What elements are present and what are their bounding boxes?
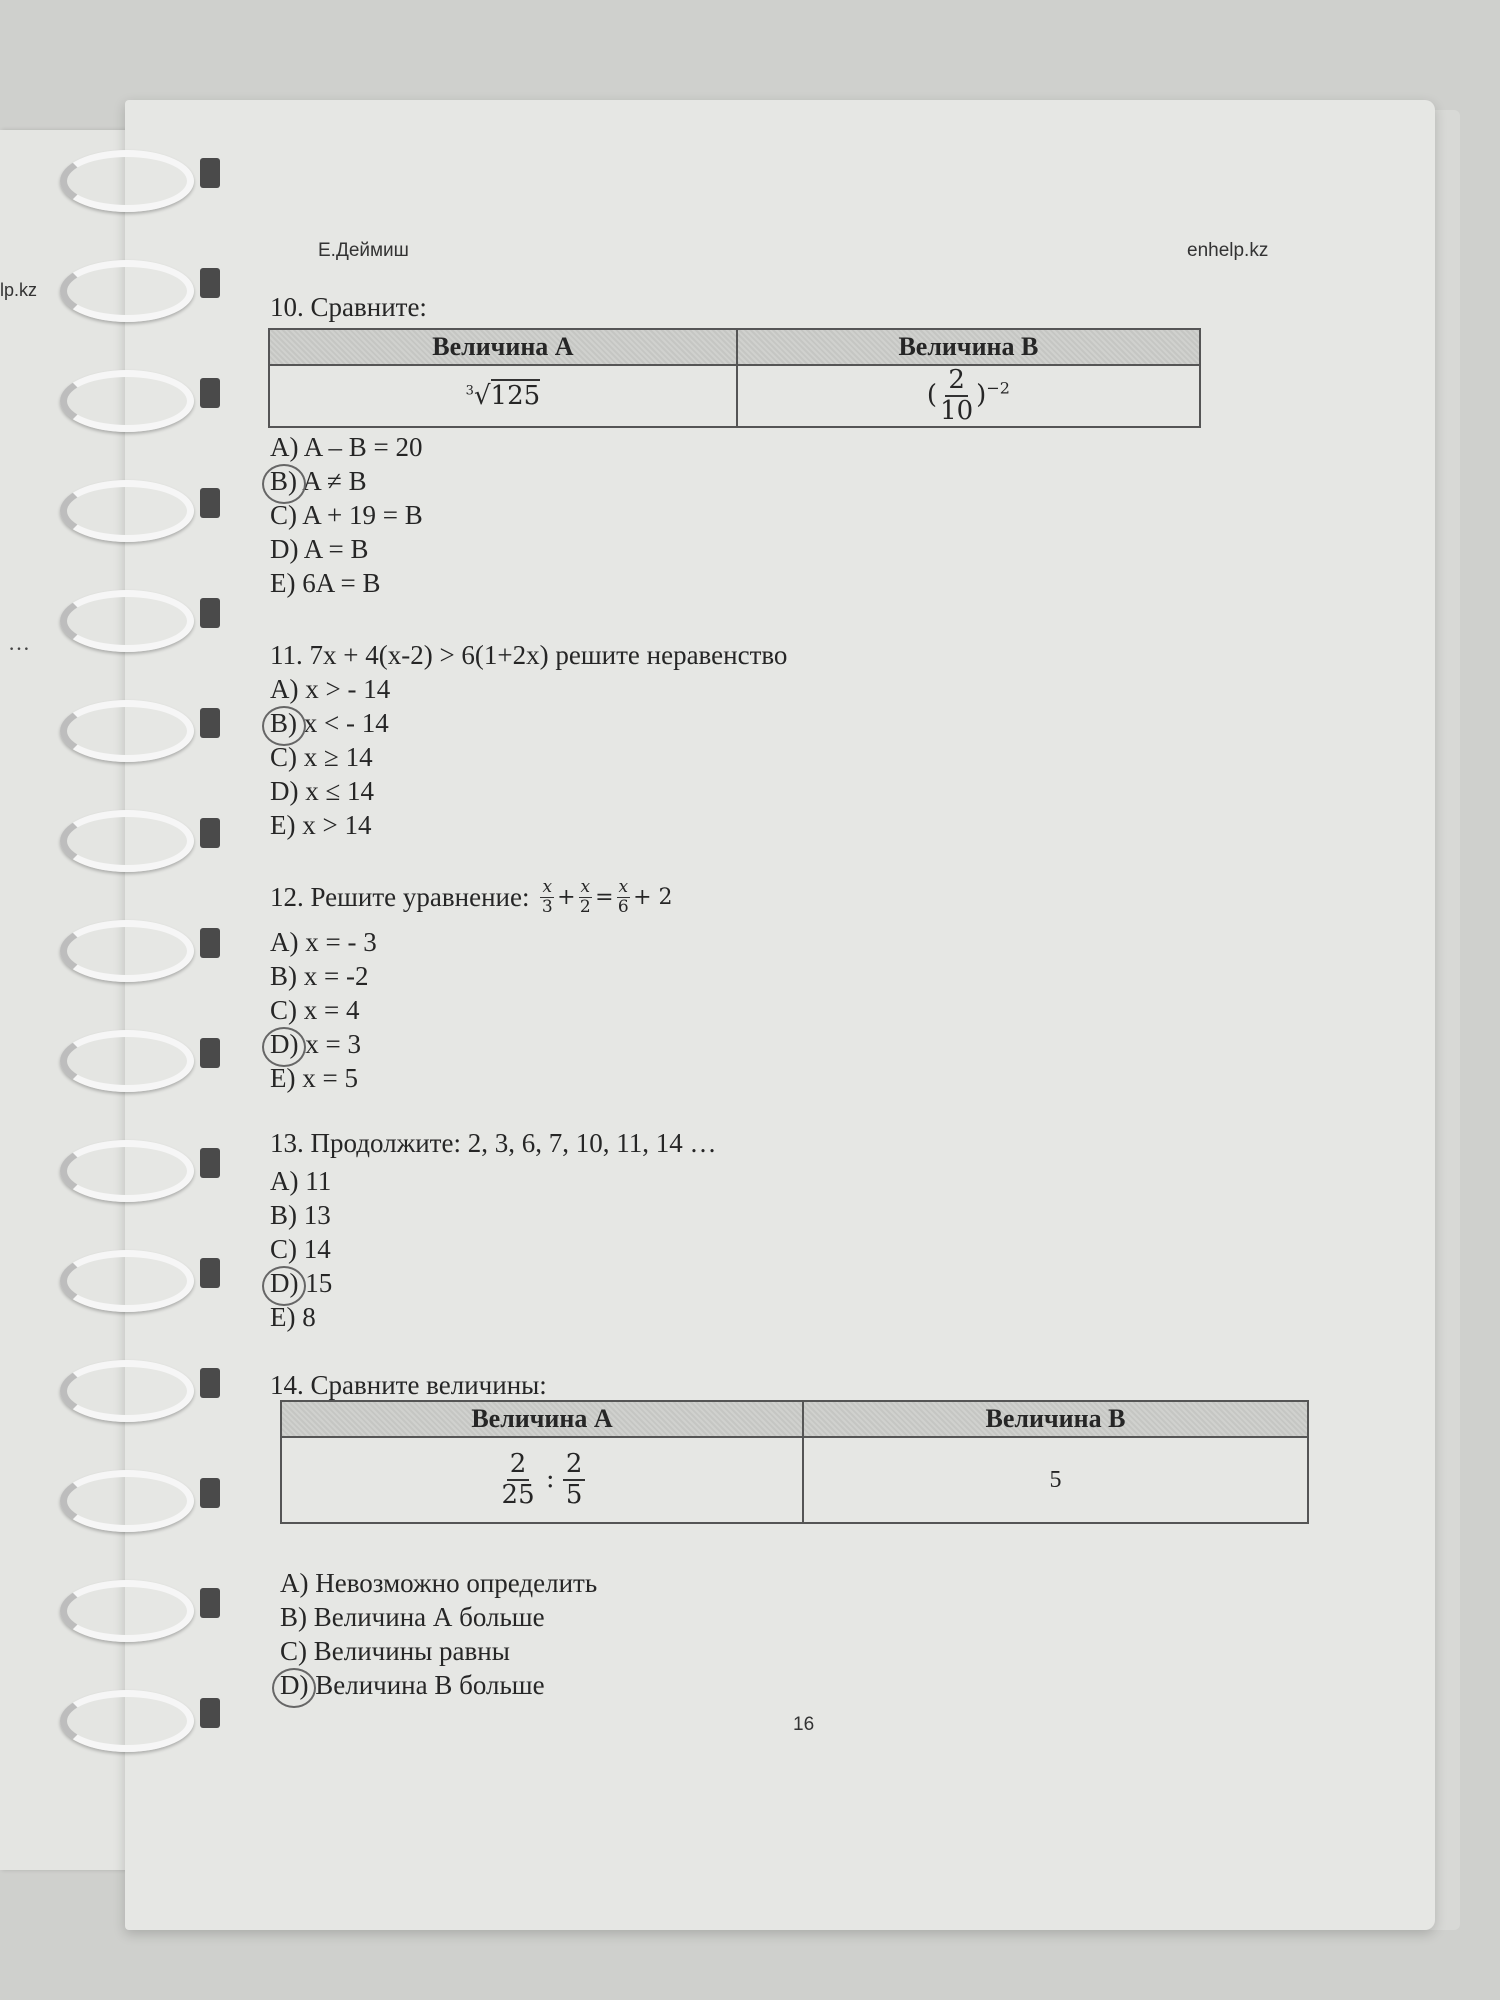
division-operator: : <box>545 1464 555 1494</box>
binding-hole <box>200 378 220 408</box>
answer-option: C) x = 4 <box>270 995 360 1025</box>
answer-option-circled: B) A ≠ B <box>270 464 423 498</box>
value-a-cell <box>281 1437 803 1523</box>
equation <box>537 878 672 916</box>
binding-hole <box>200 598 220 628</box>
eq-denominator: 6 <box>617 896 629 917</box>
question-13-title: 13. Продолжите: 2, 3, 6, 7, 10, 11, 14 … <box>270 1128 717 1158</box>
binding-coil <box>60 1470 194 1532</box>
binding-hole <box>200 1478 220 1508</box>
binding-coil <box>60 1580 194 1642</box>
column-header-b: Величина В <box>737 329 1200 365</box>
column-header-a: Величина А <box>269 329 737 365</box>
paren-open: ( <box>926 380 938 410</box>
question-10-options <box>270 430 423 600</box>
root-index: 3 <box>465 383 474 399</box>
value-a-cell <box>269 365 737 427</box>
answer-option: B) Величина А больше <box>280 1602 545 1632</box>
eq-denominator: 3 <box>541 896 553 917</box>
question-10-title: 10. Сравните: <box>270 292 427 322</box>
question-13-options <box>270 1164 332 1334</box>
binding-hole <box>200 158 220 188</box>
question-14-table <box>280 1400 1309 1524</box>
answer-option-circled: B) x < - 14 <box>270 708 389 738</box>
question-11-options <box>270 672 390 842</box>
eq-numerator: x <box>542 877 553 897</box>
header-site: enhelp.kz <box>1187 240 1269 261</box>
binding-hole <box>200 1698 220 1728</box>
binding-hole <box>200 1258 220 1288</box>
binding-coil <box>60 1030 194 1092</box>
answer-option: E) 8 <box>270 1302 316 1332</box>
binding-coil <box>60 1250 194 1312</box>
answer-option: C) A + 19 = B <box>270 500 423 530</box>
answer-option-circled: D) x = 3 <box>270 1027 377 1061</box>
answer-option: B) x = -2 <box>270 961 369 991</box>
answer-option: C) 14 <box>270 1234 331 1264</box>
fraction-numerator: 2 <box>507 1450 530 1481</box>
division-expression <box>499 1449 586 1510</box>
column-header-a: Величина А <box>281 1401 803 1437</box>
answer-option: D) x ≤ 14 <box>270 776 375 806</box>
answer-option: A) x = - 3 <box>270 927 377 957</box>
question-14-title: 14. Сравните величины: <box>270 1370 547 1400</box>
binding-hole <box>200 818 220 848</box>
question-14-options <box>280 1566 597 1702</box>
spiral-binding <box>60 150 210 1850</box>
answer-option: E) 6A = B <box>270 568 381 598</box>
binding-coil <box>60 260 194 322</box>
eq-operator: + <box>557 884 576 910</box>
binding-hole <box>200 268 220 298</box>
binding-coil <box>60 920 194 982</box>
fraction-denominator: 5 <box>565 1480 583 1510</box>
paren-close: ) <box>976 380 987 410</box>
previous-page-text: lp.kz <box>0 280 38 300</box>
binding-hole <box>200 1148 220 1178</box>
exponent: −2 <box>986 378 1010 398</box>
header-author: Е.Деймиш <box>318 240 409 261</box>
binding-hole <box>200 1038 220 1068</box>
previous-page-ellipsis: … <box>8 630 30 655</box>
answer-option: B) 13 <box>270 1200 331 1230</box>
cube-root-expression: $^3$√125 <box>465 381 541 411</box>
answer-option: E) x > 14 <box>270 810 372 840</box>
binding-coil <box>60 480 194 542</box>
binding-coil <box>60 150 194 212</box>
fraction-numerator: 2 <box>945 366 968 397</box>
answer-option: A) A – B = 20 <box>270 432 423 462</box>
eq-operator: = <box>595 884 614 910</box>
column-header-b: Величина В <box>803 1401 1308 1437</box>
answer-option-circled: D) Величина В больше <box>280 1668 597 1702</box>
answer-option: A) x > - 14 <box>270 674 391 704</box>
answer-option: C) Величины равны <box>280 1636 510 1666</box>
power-expression <box>926 365 1010 426</box>
question-12-title <box>270 878 673 916</box>
page-number: 16 <box>793 1714 815 1735</box>
answer-option: D) A = B <box>270 534 369 564</box>
question-11-title: 11. 7x + 4(x-2) > 6(1+2x) решите неравенство <box>270 640 788 670</box>
value-b-cell: 5 <box>803 1437 1308 1523</box>
binding-hole <box>200 1368 220 1398</box>
question-10-table <box>268 328 1201 428</box>
binding-hole <box>200 928 220 958</box>
binding-coil <box>60 590 194 652</box>
binding-coil <box>60 810 194 872</box>
answer-option: E) x = 5 <box>270 1063 358 1093</box>
radicand: 125 <box>490 381 541 411</box>
fraction-denominator: 25 <box>501 1480 535 1510</box>
binding-hole <box>200 708 220 738</box>
binding-coil <box>60 1140 194 1202</box>
eq-numerator: x <box>580 877 591 897</box>
binding-coil <box>60 1360 194 1422</box>
answer-option: A) Невозможно определить <box>280 1568 598 1598</box>
answer-option-circled: D) 15 <box>270 1268 333 1298</box>
binding-hole <box>200 488 220 518</box>
value-b-cell <box>737 365 1200 427</box>
binding-coil <box>60 700 194 762</box>
fraction-denominator: 10 <box>940 396 974 426</box>
question-12-options <box>270 925 377 1095</box>
binding-coil <box>60 370 194 432</box>
binding-hole <box>200 1588 220 1618</box>
eq-numerator: x <box>618 877 629 897</box>
answer-option: C) x ≥ 14 <box>270 742 373 772</box>
answer-option: A) 11 <box>270 1166 332 1196</box>
binding-coil <box>60 1690 194 1752</box>
eq-denominator: 2 <box>579 896 591 917</box>
question-12-prefix: 12. Решите уравнение: <box>270 881 530 912</box>
fraction-numerator: 2 <box>563 1450 586 1481</box>
eq-tail: + 2 <box>633 884 673 910</box>
